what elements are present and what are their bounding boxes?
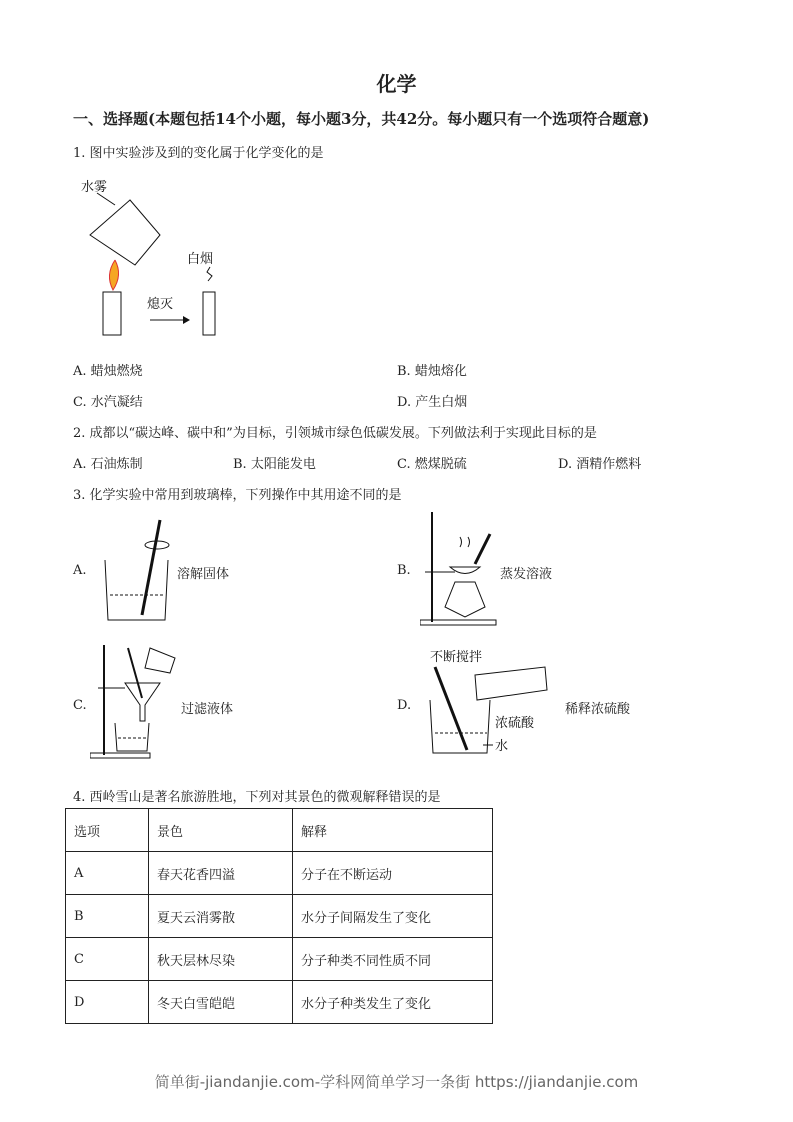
q4-table [65,808,493,1024]
table-header-row [66,809,493,852]
acid-label: 浓硫酸 [495,716,535,731]
cell: 春天花香四溢 [149,852,293,895]
q2-option-b[interactable]: B. 太阳能发电 [233,457,316,472]
q2-option-a[interactable]: A. 石油炼制 [73,457,143,472]
cell: 分子种类不同性质不同 [293,938,493,981]
cell: 夏天云消雾散 [149,895,293,938]
q1-option-c[interactable]: C. 水汽凝结 [73,395,143,410]
q3-option-a-letter[interactable]: A. [73,563,87,578]
cell: C [66,938,149,981]
extinguish-label: 熄灭 [147,297,174,312]
q3-option-a-label[interactable]: 溶解固体 [177,567,230,582]
candle-figure [75,175,245,340]
q4-stem: 4. 西岭雪山是著名旅游胜地，下列对其景色的微观解释错误的是 [73,790,441,805]
cell: 水分子间隔发生了变化 [293,895,493,938]
q3-option-d-letter[interactable]: D. [397,698,412,713]
dilute-figure [425,645,555,760]
table-row [66,895,493,938]
mist-label: 水雾 [81,180,108,195]
section-heading: 一、选择题(本题包括14个小题，每小题3分，共42分。每小题只有一个选项符合题意) [73,110,650,128]
evaporate-figure [420,512,500,627]
water-label: 水 [495,739,509,754]
q3-option-b-label[interactable]: 蒸发溶液 [500,567,553,582]
q2-option-c[interactable]: C. 燃煤脱硫 [397,457,467,472]
table-row [66,938,493,981]
cell: 冬天白雪皑皑 [149,981,293,1024]
cell: B [66,895,149,938]
cell: 分子在不断运动 [293,852,493,895]
q3-option-c-label[interactable]: 过滤液体 [181,702,234,717]
cell: D [66,981,149,1024]
dissolve-figure [100,515,175,625]
q3-option-d-label[interactable]: 稀释浓硫酸 [565,702,631,717]
q3-option-c-letter[interactable]: C. [73,698,87,713]
page-title: 化学 [376,72,417,96]
q1-option-d[interactable]: D. 产生白烟 [397,395,468,410]
q1-option-b[interactable]: B. 蜡烛熔化 [397,364,467,379]
q1-option-a[interactable]: A. 蜡烛燃烧 [73,364,143,379]
smoke-label: 白烟 [187,252,214,267]
q2-option-d[interactable]: D. 酒精作燃料 [558,457,642,472]
header-cell: 选项 [66,809,149,852]
table-row [66,852,493,895]
table-row [66,981,493,1024]
header-cell: 景色 [149,809,293,852]
cell: A [66,852,149,895]
q3-stem: 3. 化学实验中常用到玻璃棒，下列操作中其用途不同的是 [73,488,402,503]
cell: 水分子种类发生了变化 [293,981,493,1024]
cell: 秋天层林尽染 [149,938,293,981]
footer-watermark: 简单街-jiandanjie.com-学科网简单学习一条街 https://jiandanjie.com [154,1073,639,1091]
header-cell: 解释 [293,809,493,852]
q1-stem: 1. 图中实验涉及到的变化属于化学变化的是 [73,146,324,161]
stir-label: 不断搅拌 [430,650,483,665]
q3-option-b-letter[interactable]: B. [397,563,411,578]
q2-stem: 2. 成都以“碳达峰、碳中和”为目标，引领城市绿色低碳发展。下列做法利于实现此目标的是 [73,426,597,441]
filter-figure [90,643,185,763]
